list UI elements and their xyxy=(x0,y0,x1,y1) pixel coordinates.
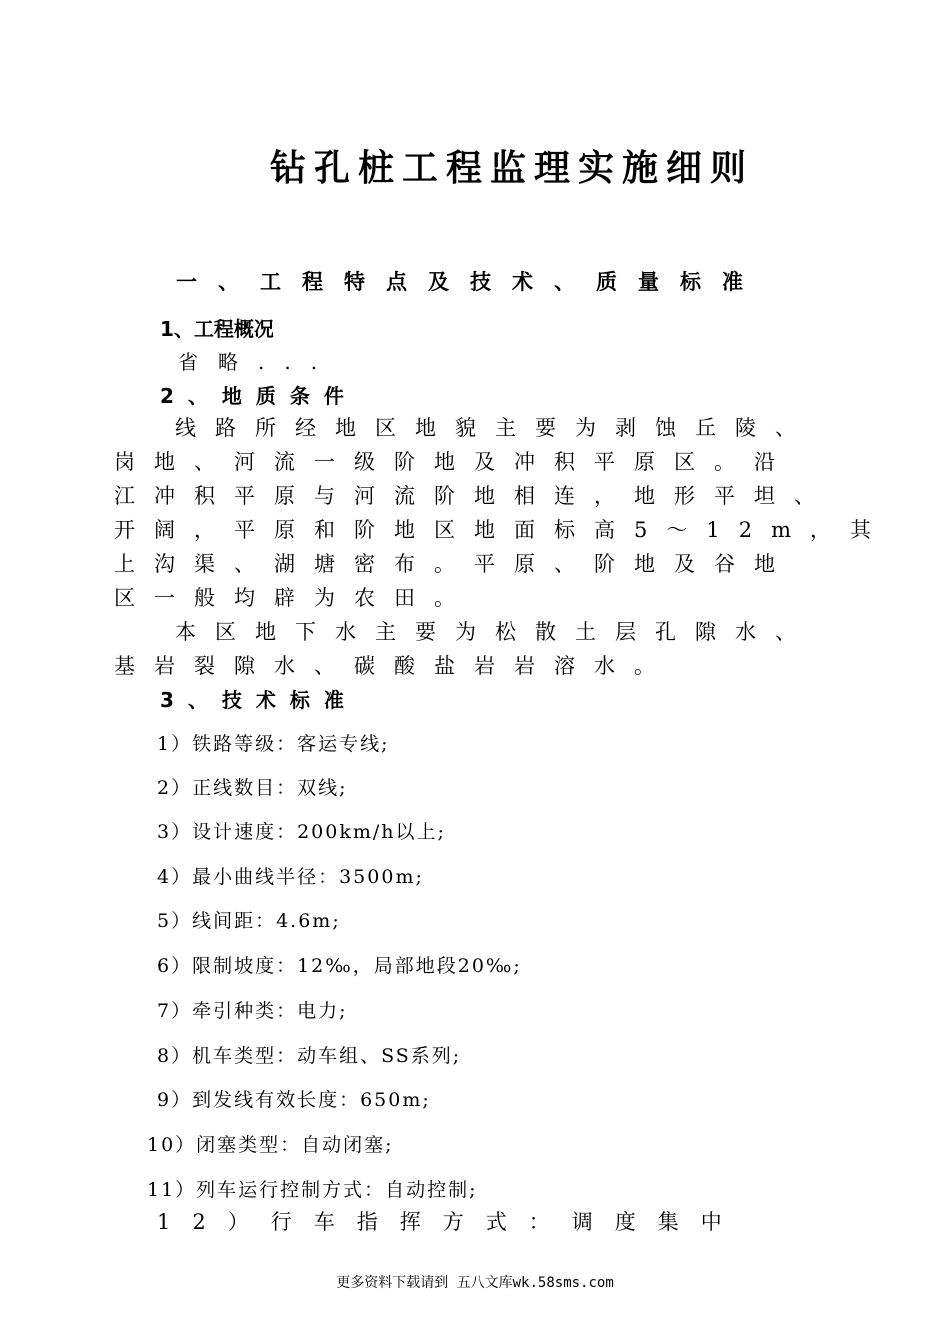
standard-item: 1）铁路等级：客运专线; xyxy=(157,733,390,755)
geology-line: 本区地下水主要为松散土层孔隙水、 xyxy=(175,620,815,644)
standard-item: 7）牵引种类：电力; xyxy=(157,1000,348,1022)
geology-line: 江冲积平原与河流阶地相连，地形平坦、 xyxy=(114,484,834,508)
standard-item: 9）到发线有效长度：650m; xyxy=(157,1089,431,1111)
standard-item: 12）行车指挥方式：调度集中 xyxy=(157,1210,744,1234)
document-title: 钻孔桩工程监理实施细则 xyxy=(269,148,754,189)
geology-line: 线路所经地区地貌主要为剥蚀丘陵、 xyxy=(175,416,815,440)
section-heading: 一、工程特点及技术、质量标准 xyxy=(176,270,764,294)
geology-line: 区一般均辟为农田。 xyxy=(114,586,474,610)
standard-item: 4）最小曲线半径：3500m; xyxy=(157,866,424,888)
standard-item: 10）闭塞类型：自动闭塞; xyxy=(147,1134,394,1156)
footer-text: 更多资料下载请到 五八文库wk.58sms.com xyxy=(336,1275,614,1291)
geology-line: 岗地、河流一级阶地及冲积平原区。沿 xyxy=(114,450,794,474)
standard-item: 5）线间距：4.6m; xyxy=(157,910,341,932)
standard-item: 8）机车类型：动车组、SS系列; xyxy=(157,1045,462,1067)
geology-line: 基岩裂隙水、碳酸盐岩岩溶水。 xyxy=(114,654,674,678)
geology-line: 上沟渠、湖塘密布。平原、阶地及谷地 xyxy=(114,552,794,576)
geology-heading: 2、地质条件 xyxy=(160,384,358,408)
standard-item: 6）限制坡度：12‰，局部地段20‰; xyxy=(157,955,522,977)
standards-heading: 3、技术标准 xyxy=(160,688,358,712)
geology-line: 开阔，平原和阶地区地面标高5～12m，其 xyxy=(114,518,890,542)
standard-item: 11）列车运行控制方式：自动控制; xyxy=(147,1179,478,1201)
standard-item: 3）设计速度：200km/h以上; xyxy=(157,821,446,843)
standard-item: 2）正线数目：双线; xyxy=(157,777,348,799)
overview-text: 省略... xyxy=(178,350,338,374)
overview-heading: 1、工程概况 xyxy=(160,317,274,341)
